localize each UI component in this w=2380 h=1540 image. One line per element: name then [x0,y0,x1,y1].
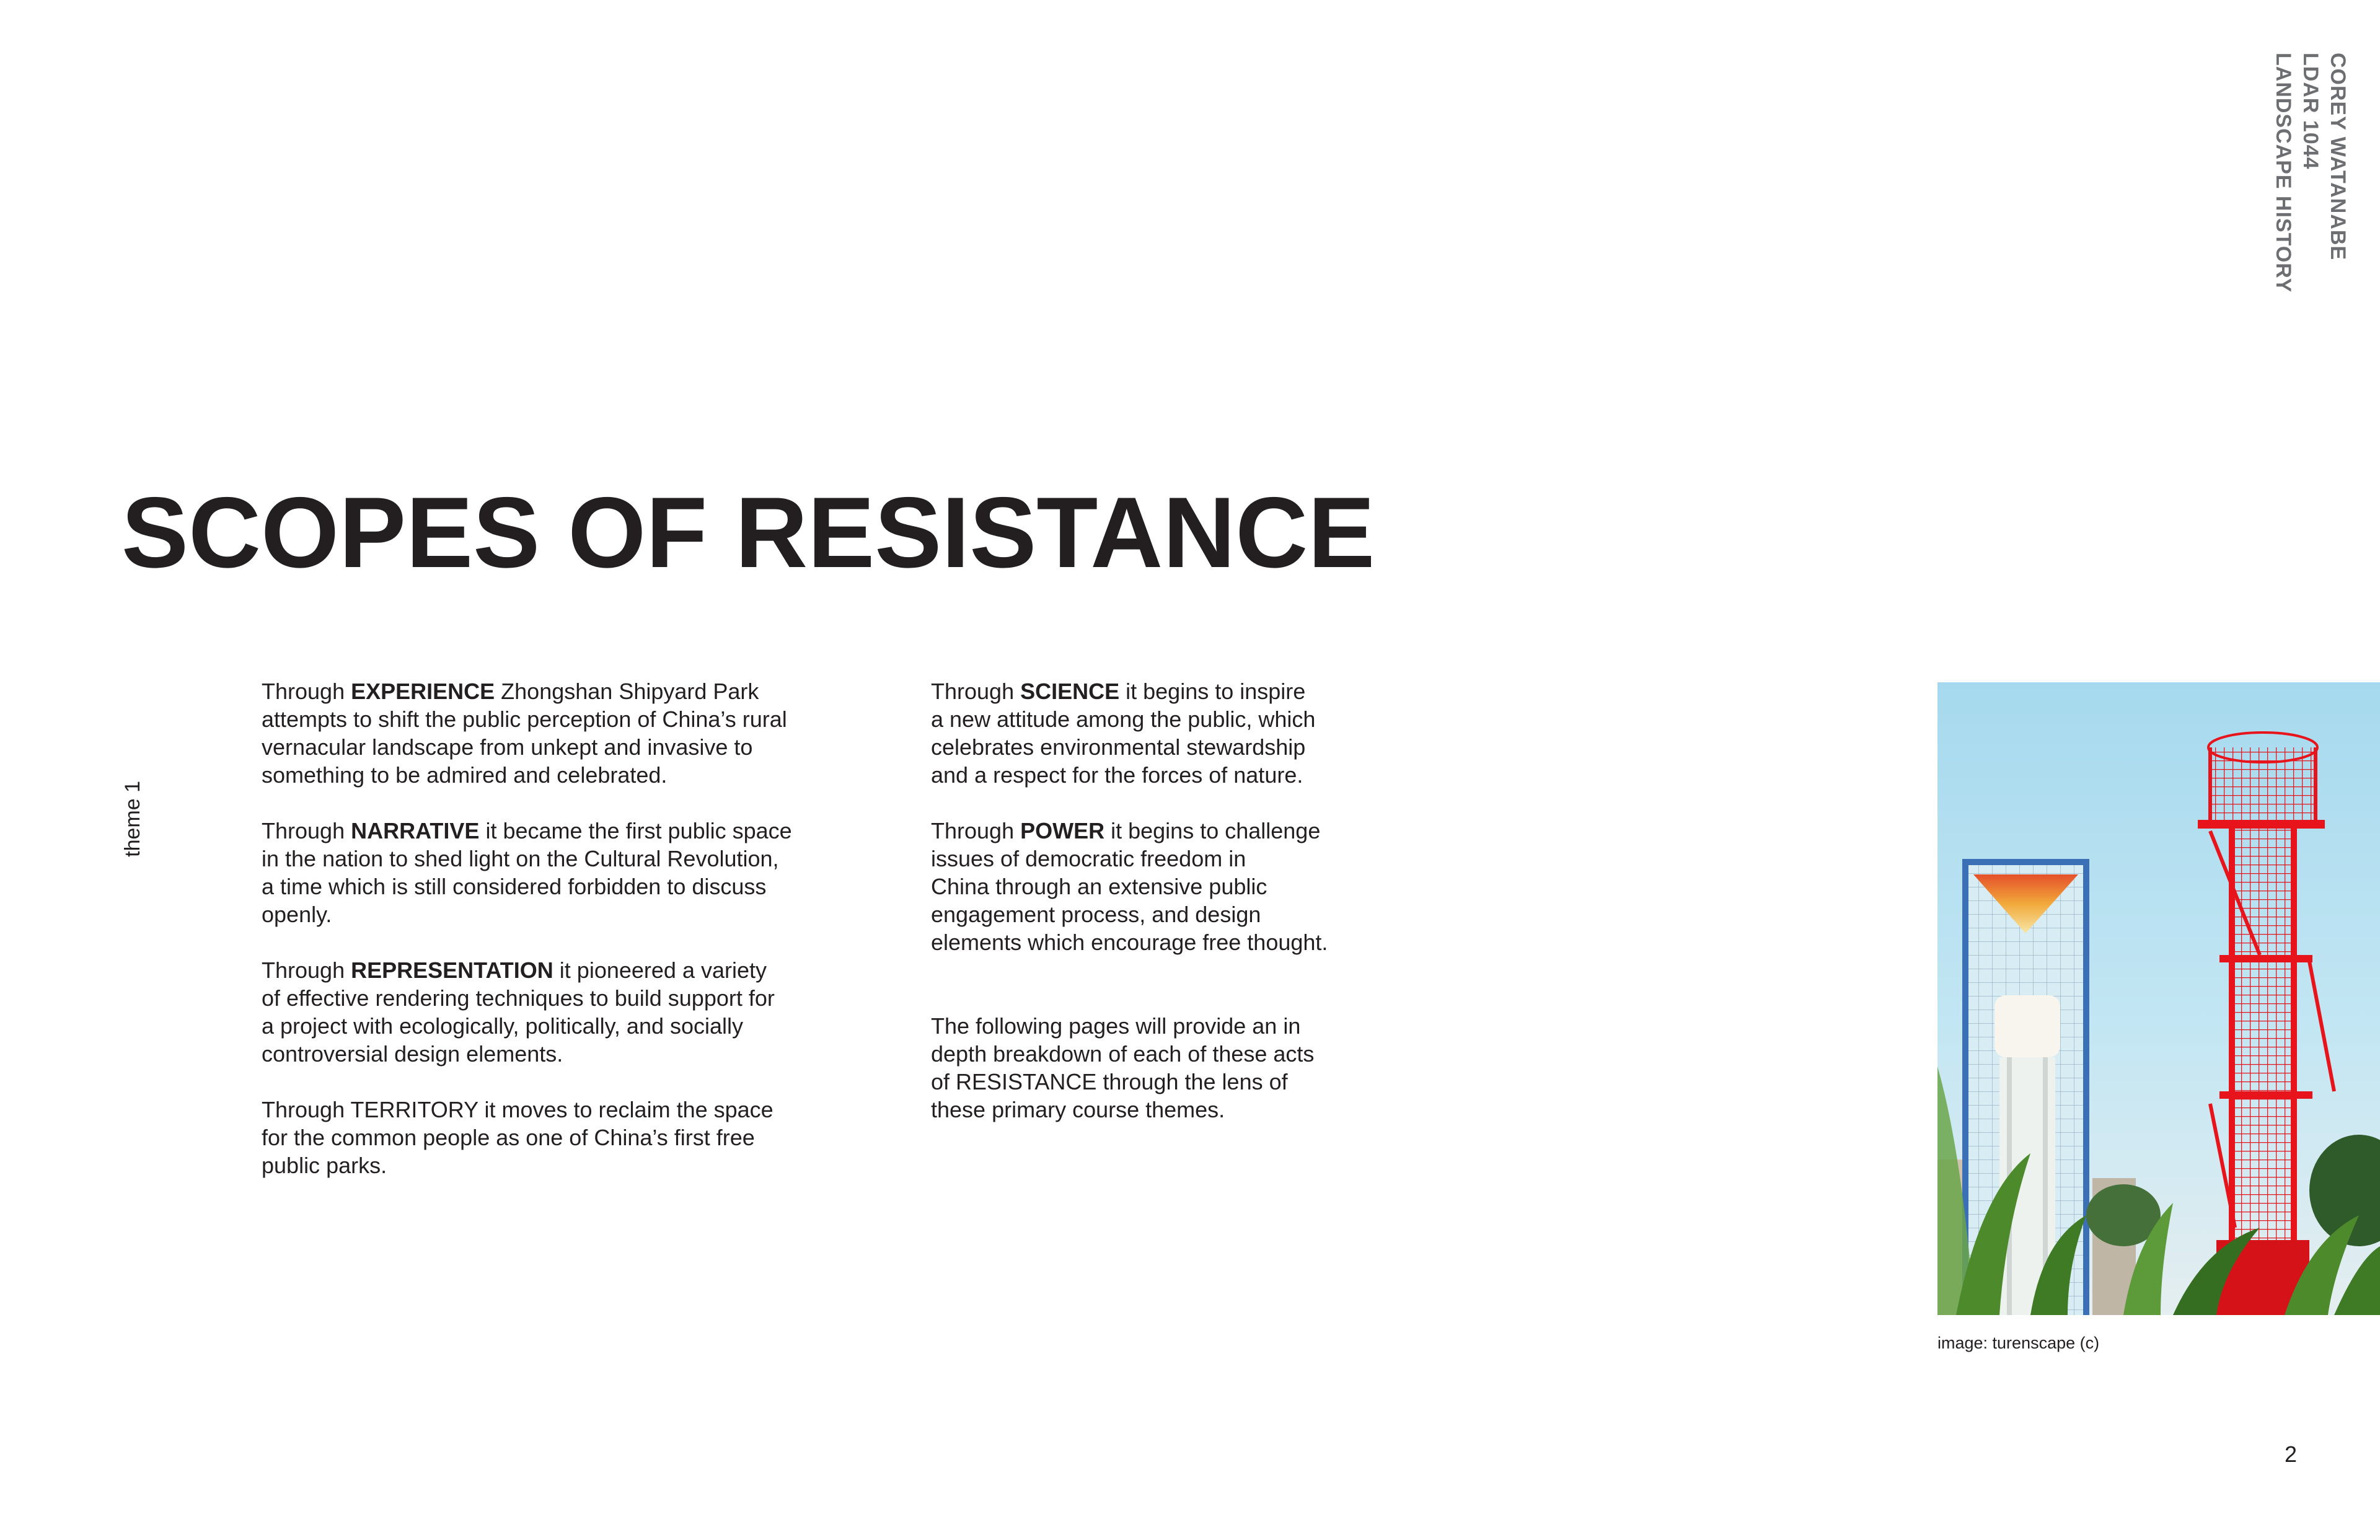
paragraph-line: issues of democratic freedom in [931,846,1246,871]
keyword-power: POWER [1020,818,1105,843]
paragraph-science [931,677,1439,789]
paragraph-line [931,677,1439,705]
paragraph-line: of RESISTANCE through the lens of [931,1069,1288,1094]
page-number: 2 [2285,1441,2298,1467]
paragraph-line [262,956,857,984]
course-subject: LANDSCAPE HISTORY [2272,53,2295,293]
through-word: Through [262,957,351,983]
red-lattice-tower [2198,733,2334,1315]
paragraph-line: Through TERRITORY it moves to reclaim the space [262,1097,774,1122]
author-course-header [2270,53,2351,293]
paragraph-line: China through an extensive public [931,874,1267,899]
paragraph-line: and a respect for the forces of nature. [931,762,1303,788]
paragraph-line: vernacular landscape from unkept and invasive to [262,734,753,760]
line-text: it begins to inspire [1119,679,1306,704]
line-text: it pioneered a variety [553,957,767,983]
paragraph-line: in the nation to shed light on the Cultural Revolution, [262,846,779,871]
paragraph-line: a project with ecologically, politically, and socially [262,1013,744,1039]
line-text: Zhongshan Shipyard Park [495,679,759,704]
paragraph-line: of effective rendering techniques to build support for [262,985,775,1011]
paragraph-line: depth breakdown of each of these acts [931,1041,1315,1067]
paragraph-line: a time which is still considered forbidden to discuss [262,874,767,899]
line-text: it begins to challenge [1104,818,1321,843]
paragraph-line: attempts to shift the public perception of China’s rural [262,706,787,732]
author-name: COREY WATANABE [2326,53,2350,261]
text-column-right [931,677,1439,1151]
keyword-representation: REPRESENTATION [351,957,553,983]
paragraph-line: public parks. [262,1153,387,1178]
paragraph-line: openly. [262,902,332,927]
paragraph-line: The following pages will provide an in [931,1013,1301,1039]
keyword-narrative: NARRATIVE [351,818,480,843]
paragraph-line: elements which encourage free thought. [931,930,1328,955]
through-word: Through [931,679,1021,704]
paragraph-line: for the common people as one of China’s first free [262,1125,755,1150]
keyword-experience: EXPERIENCE [351,679,495,704]
paragraph-following-pages [931,1012,1439,1124]
paragraph-line: controversial design elements. [262,1041,563,1067]
paragraph-narrative [262,817,857,928]
paragraph-line [931,817,1439,845]
page-title: SCOPES OF RESISTANCE [121,477,1375,589]
paragraph-line: celebrates environmental stewardship [931,734,1306,760]
course-code: LDAR 1044 [2299,53,2322,170]
paragraph-line: these primary course themes. [931,1097,1225,1122]
paragraph-line: engagement process, and design [931,902,1261,927]
paragraph-power [931,817,1439,956]
paragraph-line [262,817,857,845]
line-text: it became the first public space [479,818,792,843]
water-towers-photo [1937,682,2380,1315]
paragraph-experience [262,677,857,789]
image-caption: image: turenscape (c) [1937,1334,2100,1352]
through-word: Through [262,818,351,843]
text-column-left [262,677,857,1207]
through-word: Through [931,818,1021,843]
keyword-science: SCIENCE [1020,679,1120,704]
theme-label: theme 1 [121,781,144,857]
through-word: Through [262,679,351,704]
paragraph-line: a new attitude among the public, which [931,706,1316,732]
paragraph-line: something to be admired and celebrated. [262,762,668,788]
paragraph-territory [262,1096,857,1179]
water-towers-illustration [1937,682,2380,1315]
paragraph-line [262,677,857,705]
paragraph-representation [262,956,857,1068]
